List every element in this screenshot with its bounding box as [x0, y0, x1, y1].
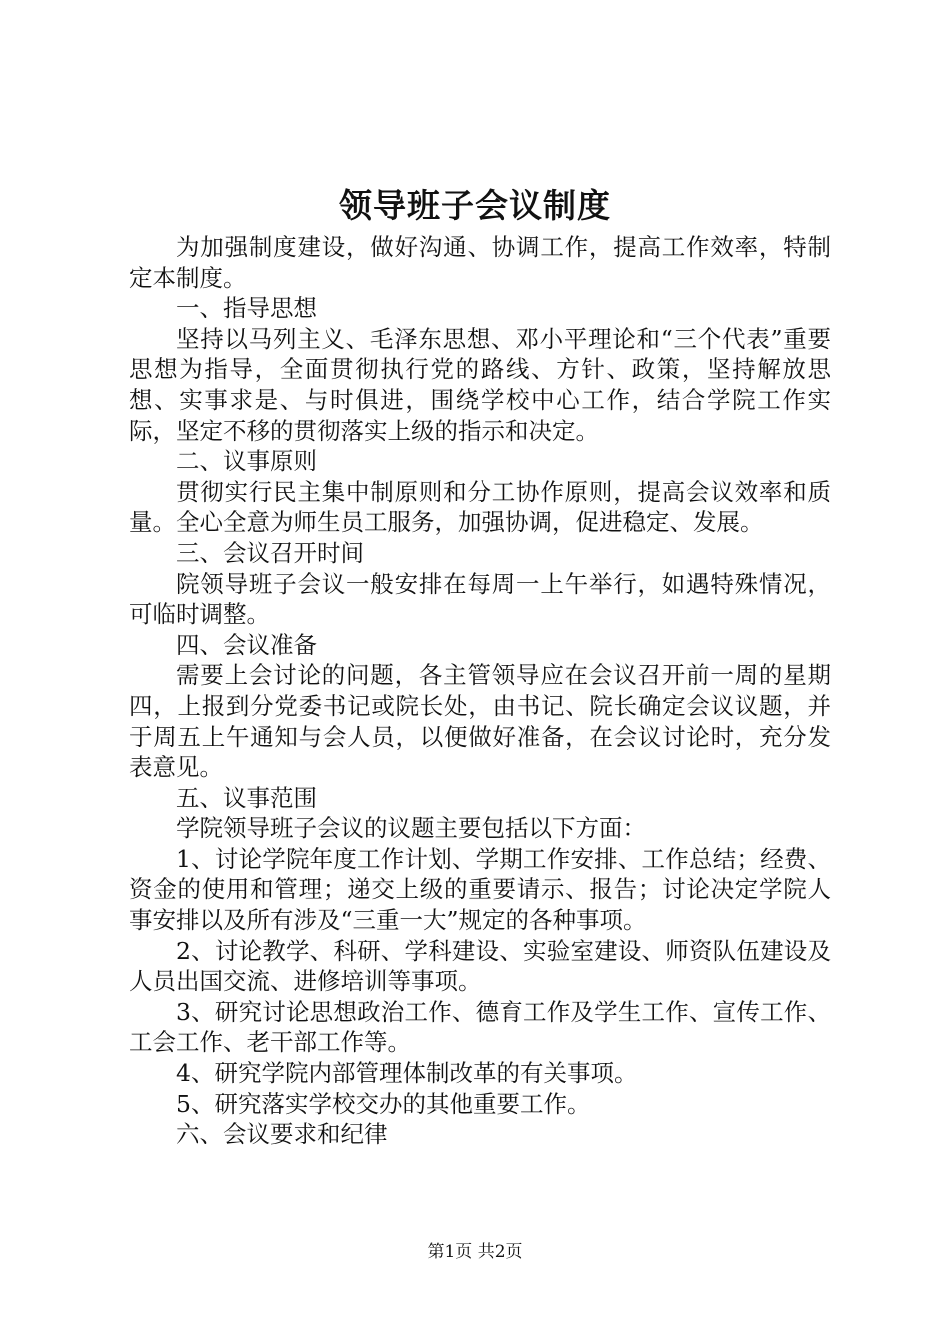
page-footer: 第1页 共2页: [427, 1242, 523, 1262]
paragraph-2: 贯彻实行民主集中制原则和分工协作原则，提高会议效率和质量。全心全意为师生员工服务，加强协调，促进稳定、发展。: [129, 477, 831, 537]
paragraph-5-intro: 学院领导班子会议的议题主要包括以下方面：: [176, 814, 646, 843]
section-heading-2: 二、议事原则: [176, 447, 317, 476]
list-item-5: 5、研究落实学校交办的其他重要工作。: [176, 1089, 591, 1118]
list-item-3: 3、研究讨论思想政治工作、德育工作及学生工作、宣传工作、工会工作、老干部工作等。: [129, 997, 831, 1057]
section-heading-4: 四、会议准备: [176, 630, 317, 659]
list-item-1: 1、讨论学院年度工作计划、学期工作安排、工作总结；经费、资金的使用和管理；递交上级的重要请示、报告；讨论决定学院人事安排以及所有涉及“三重一大”规定的各种事项。: [129, 844, 831, 935]
paragraph-1: 坚持以马列主义、毛泽东思想、邓小平理论和“三个代表”重要思想为指导，全面贯彻执行党的路线、方针、政策，坚持解放思想、实事求是、与时俱进，围绕学校中心工作，结合学院工作实际，坚定不移的贯彻落实上级的指示和决定。: [129, 324, 831, 445]
paragraph-intro: 为加强制度建设，做好沟通、协调工作，提高工作效率，特制定本制度。: [129, 233, 831, 292]
document-body: [129, 232, 831, 1150]
section-heading-3: 三、会议召开时间: [176, 538, 364, 567]
section-heading-6: 六、会议要求和纪律: [176, 1120, 388, 1149]
paragraph-3: 院领导班子会议一般安排在每周一上午举行，如遇特殊情况，可临时调整。: [129, 569, 831, 629]
section-heading-5: 五、议事范围: [176, 783, 317, 812]
section-heading-1: 一、指导思想: [176, 294, 317, 323]
list-item-4: 4、研究学院内部管理体制改革的有关事项。: [176, 1059, 638, 1088]
document-title: 领导班子会议制度: [339, 186, 611, 225]
list-item-2: 2、讨论教学、科研、学科建设、实验室建设、师资队伍建设及人员出国交流、进修培训等事项。: [129, 936, 831, 996]
paragraph-4: 需要上会讨论的问题，各主管领导应在会议召开前一周的星期四，上报到分党委书记或院长处，由书记、院长确定会议议题，并于周五上午通知与会人员，以便做好准备，在会议讨论时，充分发表意见。: [129, 661, 831, 782]
